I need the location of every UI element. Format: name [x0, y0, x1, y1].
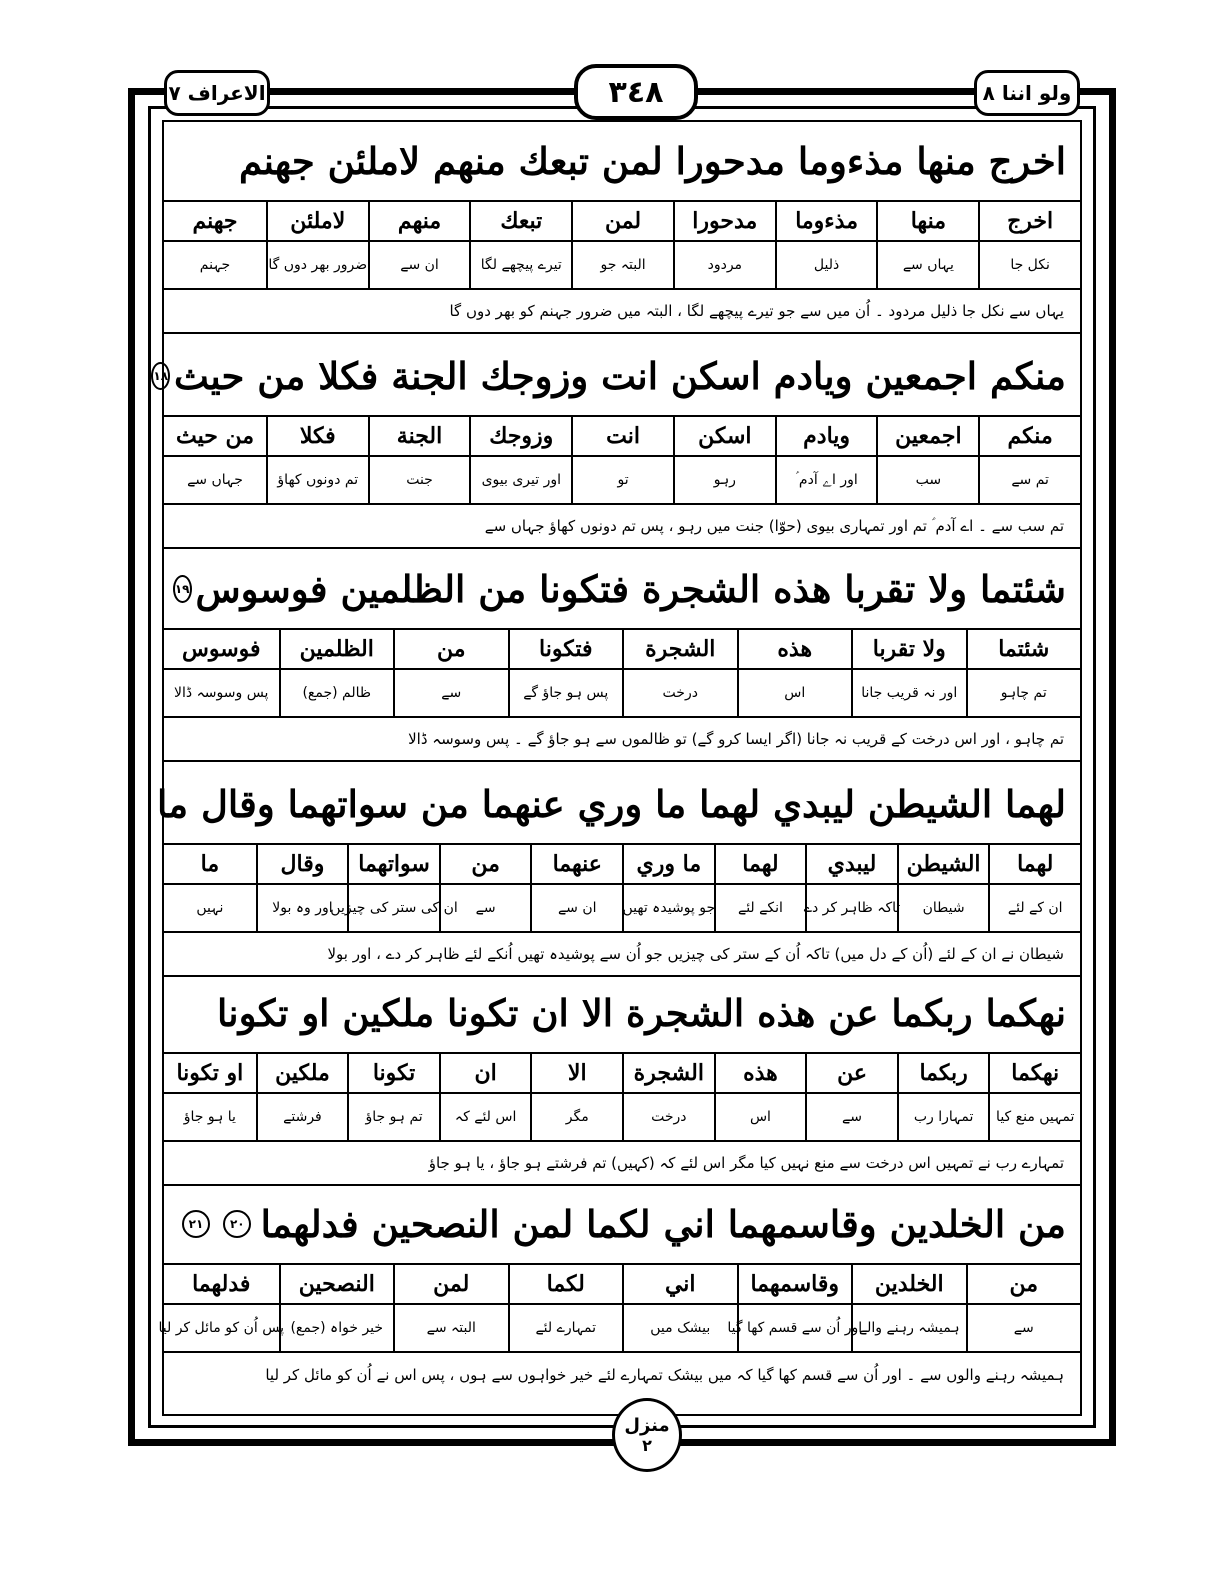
- arabic-verse-line: [157, 765, 1080, 845]
- arabic-word-cell: الشجرة: [622, 1054, 714, 1092]
- juz-name-tab: ولو اننا ٨: [974, 70, 1080, 116]
- urdu-meaning-cell: ان کی ستر کی چیزیں: [347, 885, 439, 931]
- word-row: [164, 630, 1080, 670]
- ayah-number-marker: ٢١: [182, 1210, 210, 1238]
- ayah-number-marker: ١٩: [173, 575, 192, 603]
- urdu-meaning-cell: فرشتے: [256, 1094, 348, 1140]
- urdu-meaning-cell: سب: [876, 457, 978, 503]
- urdu-meaning-cell: جنت: [368, 457, 470, 503]
- arabic-word-cell: عنهما: [530, 845, 622, 883]
- urdu-meaning-cell: رہو: [673, 457, 775, 503]
- arabic-word-cell: نهكما: [988, 1054, 1080, 1092]
- word-row: [164, 1265, 1080, 1305]
- arabic-word-cell: عن: [805, 1054, 897, 1092]
- arabic-word-cell: ويادم: [775, 417, 877, 455]
- arabic-word-cell: الجنة: [368, 417, 470, 455]
- urdu-meaning-cell: البتہ جو: [571, 242, 673, 288]
- urdu-translation-line: تم چاہو ، اور اس درخت کے قریب نہ جانا (اگر ایسا کرو گے) تو ظالموں سے ہو جاؤ گے ۔ پس وسوسہ ڈالا: [164, 718, 1080, 762]
- arabic-word-cell: اخرج: [978, 202, 1080, 240]
- urdu-meaning-cell: اور اے آدم ؑ: [775, 457, 877, 503]
- ayah-number-marker: ١٨: [151, 362, 170, 390]
- page-number: ٣٤٨: [574, 64, 698, 120]
- urdu-meaning-cell: نکل جا: [978, 242, 1080, 288]
- meaning-row: [164, 670, 1080, 718]
- verse-section: [158, 1185, 1080, 1397]
- urdu-translation-line: شیطان نے ان کے لئے (اُن کے دل میں) تاکہ اُن کے ستر کی چیزیں جو اُن سے پوشیدہ تھیں اُنکے لئے ظاہر کر دے ، اور بولا: [164, 933, 1080, 977]
- arabic-word-cell: لمن: [393, 1265, 508, 1303]
- urdu-meaning-cell: درخت: [622, 670, 737, 716]
- arabic-word-cell: فوسوس: [181, 636, 261, 662]
- urdu-meaning-cell: ان سے: [368, 242, 470, 288]
- verse-section: [157, 765, 1080, 977]
- meaning-row: [158, 1305, 1080, 1353]
- arabic-word-cell: شئتما: [966, 630, 1081, 668]
- urdu-meaning-cell: تاکہ ظاہر کر دے: [805, 885, 897, 931]
- arabic-word-cell: لاملئن: [266, 202, 368, 240]
- arabic-word-cell: مذءوما: [775, 202, 877, 240]
- urdu-meaning-cell: سے: [393, 670, 508, 716]
- word-row: [164, 417, 1080, 457]
- meaning-row: [164, 242, 1080, 290]
- arabic-word-cell: الخلدين: [851, 1265, 966, 1303]
- urdu-meaning-cell: اس: [714, 1094, 806, 1140]
- urdu-meaning-cell: ذلیل: [775, 242, 877, 288]
- arabic-word-cell: تكونا: [347, 1054, 439, 1092]
- manzil-number: ٢: [642, 1436, 652, 1455]
- urdu-meaning-cell: پس ہو جاؤ گے: [508, 670, 623, 716]
- meaning-row: [164, 1094, 1080, 1142]
- arabic-verse-text: شئتما ولا تقربا هذه الشجرة فتكونا من الظلمين فوسوس: [195, 567, 1066, 611]
- arabic-word-cell: ما وري: [622, 845, 714, 883]
- urdu-meaning-cell: تمہارا رب: [897, 1094, 989, 1140]
- urdu-meaning-cell: یہاں سے: [876, 242, 978, 288]
- urdu-meaning-cell: ان کے لئے: [988, 885, 1080, 931]
- urdu-meaning-cell: درخت: [622, 1094, 714, 1140]
- arabic-word-cell: جهنم: [192, 208, 238, 234]
- meaning-row: [164, 885, 1080, 933]
- urdu-meaning-cell: تو: [571, 457, 673, 503]
- verse-section: [164, 974, 1080, 1186]
- meaning-row: [164, 457, 1080, 505]
- arabic-verse-text: لهما الشيطن ليبدي لهما ما وري عنهما من سواتهما وقال ما: [157, 782, 1066, 826]
- urdu-meaning-cell: انکے لئے: [714, 885, 806, 931]
- urdu-meaning-cell: اس: [737, 670, 852, 716]
- urdu-meaning-cell: شیطان: [897, 885, 989, 931]
- urdu-meaning-cell: ضرور بھر دوں گا: [266, 242, 368, 288]
- urdu-meaning-cell: اور تیری بیوی: [469, 457, 571, 503]
- arabic-word-cell: ملكين: [256, 1054, 348, 1092]
- arabic-word-cell: من: [393, 630, 508, 668]
- word-row: [164, 1054, 1080, 1094]
- urdu-meaning-cell: یا ہو جاؤ: [183, 1109, 236, 1125]
- page-content: [153, 120, 1082, 1416]
- urdu-meaning-cell: اور وہ بولا: [256, 885, 348, 931]
- urdu-meaning-cell: سے: [439, 885, 531, 931]
- urdu-meaning-cell: تمہارے لئے: [508, 1305, 623, 1351]
- urdu-meaning-cell: ہمیشہ رہنے والے: [851, 1305, 966, 1351]
- arabic-word-cell: الظلمين: [279, 630, 394, 668]
- urdu-meaning-cell: جہاں سے: [187, 472, 243, 488]
- urdu-meaning-cell: تیرے پیچھے لگا: [469, 242, 571, 288]
- urdu-translation-line: یہاں سے نکل جا ذلیل مردود ۔ اُن میں سے جو تیرے پیچھے لگا ، البتہ میں ضرور جہنم کو بھر دوں گا: [164, 290, 1080, 334]
- arabic-verse-line: [164, 1185, 1080, 1265]
- arabic-word-cell: منهم: [368, 202, 470, 240]
- arabic-word-cell: اني: [622, 1265, 737, 1303]
- arabic-verse-line: [164, 974, 1080, 1054]
- ayah-number-marker: ٢٠: [223, 1210, 251, 1238]
- urdu-meaning-cell: تم دونوں کھاؤ: [266, 457, 368, 503]
- arabic-word-cell: لمن: [571, 202, 673, 240]
- arabic-word-cell: اسكن: [673, 417, 775, 455]
- arabic-word-cell: الشجرة: [622, 630, 737, 668]
- urdu-meaning-cell: تم چاہو: [966, 670, 1081, 716]
- urdu-meaning-cell: اور نہ قریب جانا: [851, 670, 966, 716]
- arabic-word-cell: سواتهما: [347, 845, 439, 883]
- arabic-word-cell: فكلا: [266, 417, 368, 455]
- urdu-meaning-cell: اور اُن سے قسم کھا گیا: [737, 1305, 852, 1351]
- urdu-meaning-cell: بیشک میں: [622, 1305, 737, 1351]
- arabic-verse-line: [164, 550, 1080, 630]
- verse-section: [164, 550, 1080, 762]
- verse-section: [164, 122, 1080, 334]
- arabic-word-cell: ولا تقربا: [851, 630, 966, 668]
- arabic-word-cell: الا: [530, 1054, 622, 1092]
- arabic-word-cell: فدلهما: [192, 1271, 251, 1297]
- urdu-meaning-cell: جہنم: [199, 257, 231, 273]
- manzil-label: منزل: [624, 1415, 670, 1436]
- urdu-meaning-cell: پس اُن کو مائل کر لیا: [158, 1320, 284, 1336]
- word-row: [164, 845, 1080, 885]
- urdu-meaning-cell: مگر: [530, 1094, 622, 1140]
- arabic-word-cell: من: [966, 1265, 1081, 1303]
- arabic-word-cell: وزوجك: [469, 417, 571, 455]
- surah-name-tab: الاعراف ٧: [164, 70, 270, 116]
- arabic-word-cell: اجمعين: [876, 417, 978, 455]
- arabic-word-cell: منكم: [978, 417, 1080, 455]
- arabic-word-cell: لكما: [508, 1265, 623, 1303]
- arabic-word-cell: منها: [876, 202, 978, 240]
- arabic-word-cell: انت: [571, 417, 673, 455]
- arabic-word-cell: ربكما: [897, 1054, 989, 1092]
- arabic-verse-text: اخرج منها مذءوما مدحورا لمن تبعك منهم لاملئن جهنم: [239, 139, 1066, 183]
- arabic-word-cell: لهما: [988, 845, 1080, 883]
- word-row: [164, 202, 1080, 242]
- urdu-meaning-cell: تمہیں منع کیا: [988, 1094, 1080, 1140]
- arabic-word-cell: الشيطن: [897, 845, 989, 883]
- arabic-word-cell: لهما: [714, 845, 806, 883]
- arabic-word-cell: من حيث: [175, 423, 255, 449]
- urdu-meaning-cell: سے: [966, 1305, 1081, 1351]
- arabic-word-cell: ان: [439, 1054, 531, 1092]
- urdu-meaning-cell: پس وسوسہ ڈالا: [174, 685, 269, 701]
- manzil-badge: [612, 1398, 682, 1472]
- arabic-word-cell: هذه: [737, 630, 852, 668]
- arabic-word-cell: هذه: [714, 1054, 806, 1092]
- urdu-meaning-cell: نہیں: [196, 900, 224, 916]
- urdu-meaning-cell: ان سے: [530, 885, 622, 931]
- arabic-verse-text: من الخلدين وقاسمهما اني لكما لمن النصحين فدلهما: [260, 1202, 1066, 1246]
- urdu-meaning-cell: تم ہو جاؤ: [347, 1094, 439, 1140]
- verse-section: [153, 337, 1080, 549]
- urdu-meaning-cell: ظالم (جمع): [279, 670, 394, 716]
- arabic-verse-line: [153, 337, 1080, 417]
- urdu-meaning-cell: خیر خواہ (جمع): [279, 1305, 394, 1351]
- urdu-meaning-cell: اس لئے کہ: [439, 1094, 531, 1140]
- arabic-verse-text: نهكما ربكما عن هذه الشجرة الا ان تكونا ملكين او تكونا: [217, 991, 1066, 1035]
- urdu-meaning-cell: جو پوشیدہ تھیں: [622, 885, 714, 931]
- arabic-word-cell: وقاسمهما: [737, 1265, 852, 1303]
- arabic-word-cell: النصحين: [279, 1265, 394, 1303]
- urdu-meaning-cell: البتہ سے: [393, 1305, 508, 1351]
- arabic-word-cell: من: [439, 845, 531, 883]
- urdu-meaning-cell: سے: [805, 1094, 897, 1140]
- arabic-word-cell: فتكونا: [508, 630, 623, 668]
- arabic-verse-text: منكم اجمعين ويادم اسكن انت وزوجك الجنة فكلا من حيث: [174, 354, 1066, 398]
- urdu-translation-line: تمہارے رب نے تمہیں اس درخت سے منع نہیں کیا مگر اس لئے کہ (کہیں) تم فرشتے ہو جاؤ ، یا ہو جاؤ: [164, 1142, 1080, 1186]
- arabic-word-cell: ما: [200, 851, 220, 877]
- urdu-translation-line: ہمیشہ رہنے والوں سے ۔ اور اُن سے قسم کھا گیا کہ میں بیشک تمہارے لئے خیر خواہوں سے ہوں ، پس اس نے اُن کو مائل کر لیا: [265, 1366, 1064, 1384]
- urdu-translation-line: تم سب سے ۔ اے آدم ؑ تم اور تمہاری بیوی (حوّا) جنت میں رہو ، پس تم دونوں کھاؤ جہاں سے: [164, 505, 1080, 549]
- arabic-word-cell: ليبدي: [805, 845, 897, 883]
- urdu-meaning-cell: مردود: [673, 242, 775, 288]
- arabic-word-cell: تبعك: [469, 202, 571, 240]
- urdu-meaning-cell: تم سے: [978, 457, 1080, 503]
- arabic-word-cell: مدحورا: [673, 202, 775, 240]
- arabic-word-cell: وقال: [256, 845, 348, 883]
- arabic-word-cell: او تكونا: [176, 1060, 244, 1086]
- arabic-verse-line: [164, 122, 1080, 202]
